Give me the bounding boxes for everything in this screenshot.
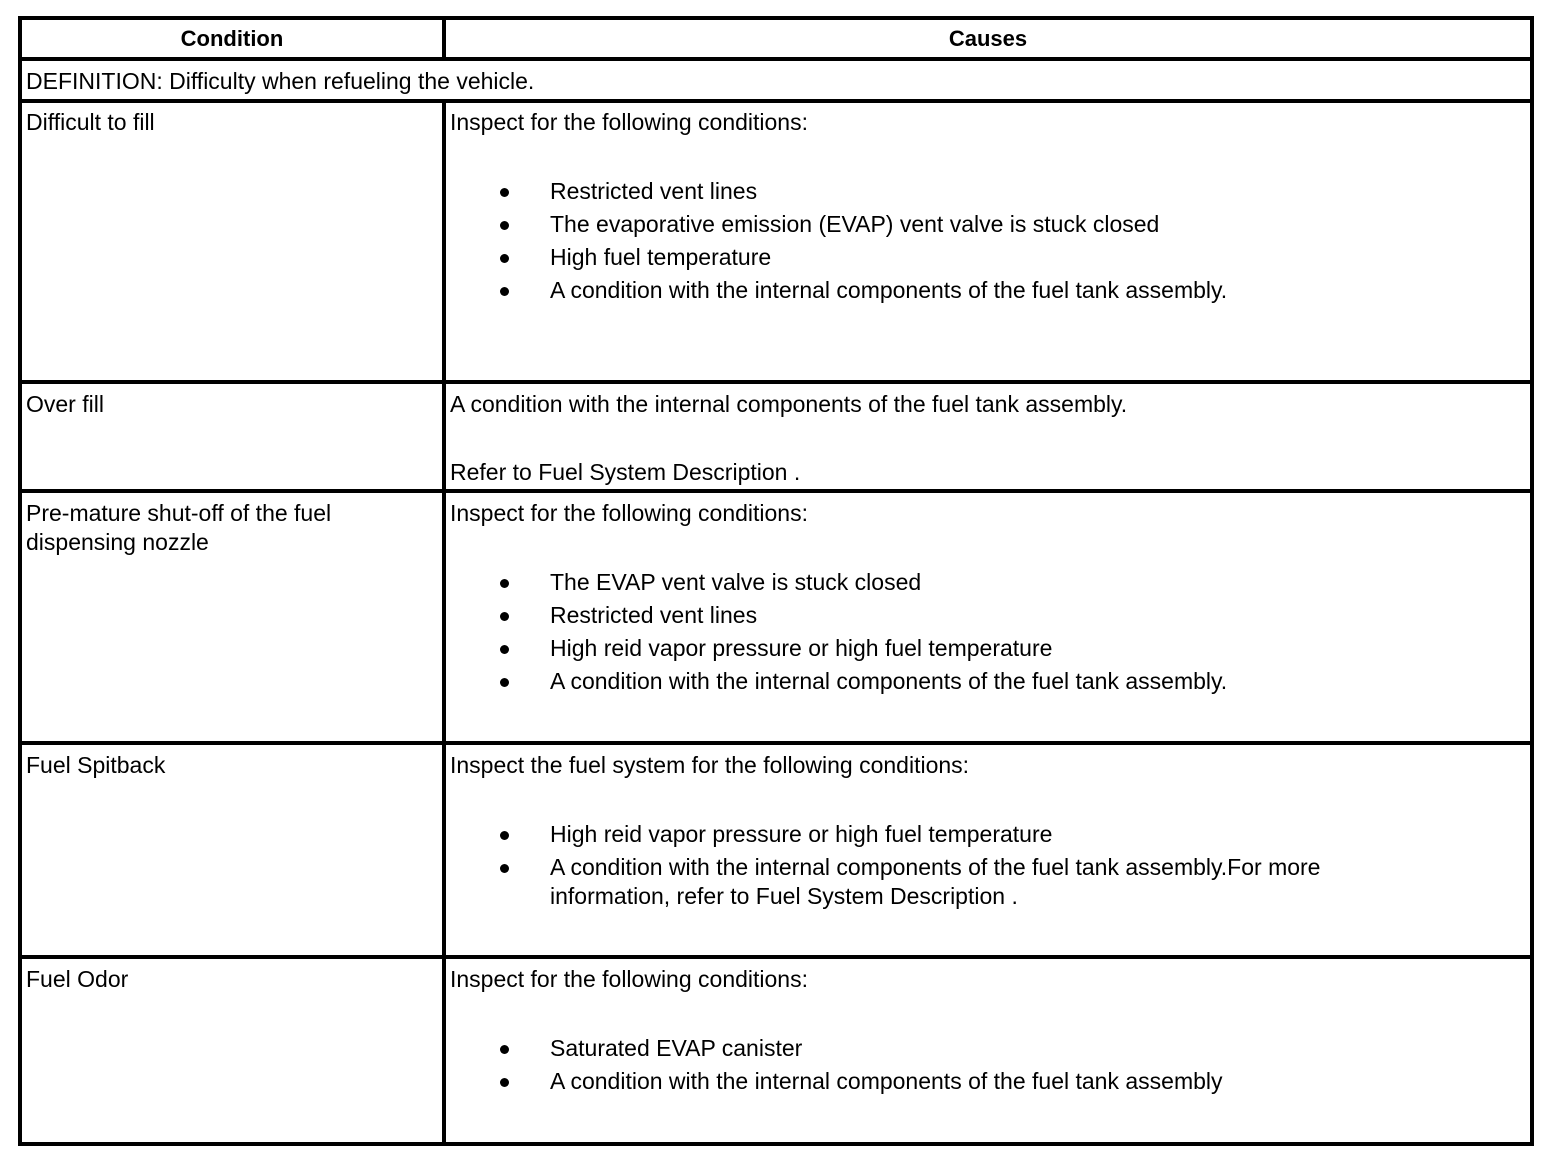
causes-list (450, 820, 1400, 911)
causes-cell (450, 965, 1520, 1100)
causes-intro: Inspect the fuel system for the following conditions: (450, 752, 970, 778)
row-divider (22, 489, 1530, 493)
causes-intro: Inspect for the following conditions: (450, 966, 808, 992)
list-item: Restricted vent lines (450, 601, 1520, 630)
bullet-icon (500, 287, 509, 296)
header-divider (22, 57, 1530, 61)
list-item: Restricted vent lines (450, 177, 1520, 206)
causes-reference: Refer to Fuel System Description . (450, 459, 801, 485)
bullet-icon (500, 645, 509, 654)
list-item: A condition with the internal components of the fuel tank assembly. (450, 667, 1520, 696)
causes-cell (450, 499, 1520, 700)
condition-premature-shutoff: Pre-mature shut-off of the fuel dispensing nozzle (26, 500, 332, 555)
causes-list (450, 1034, 1520, 1096)
condition-fuel-odor: Fuel Odor (26, 966, 129, 992)
bullet-icon (500, 831, 509, 840)
condition-over-fill: Over fill (26, 391, 104, 417)
bullet-icon (500, 678, 509, 687)
causes-cell (450, 108, 1520, 309)
bullet-icon (500, 254, 509, 263)
list-item: High reid vapor pressure or high fuel temperature (450, 820, 1400, 849)
bullet-icon (500, 1078, 509, 1087)
condition-fuel-spitback: Fuel Spitback (26, 752, 166, 778)
header-condition: Condition (180, 26, 284, 51)
causes-cell (450, 751, 1520, 915)
list-item: High reid vapor pressure or high fuel temperature (450, 634, 1520, 663)
diagnostic-table (18, 16, 1534, 1146)
definition-text: DEFINITION: Difficulty when refueling the vehicle. (26, 68, 535, 94)
causes-list (450, 568, 1520, 696)
causes-intro: Inspect for the following conditions: (450, 500, 808, 526)
definition-divider (22, 99, 1530, 103)
causes-cell (450, 390, 1520, 487)
list-item: A condition with the internal components of the fuel tank assembly. (450, 276, 1520, 305)
column-divider (442, 103, 446, 1146)
bullet-icon (500, 188, 509, 197)
causes-list (450, 177, 1520, 305)
bullet-icon (500, 612, 509, 621)
header-causes: Causes (948, 26, 1028, 51)
list-item: A condition with the internal components of the fuel tank assembly (450, 1067, 1520, 1096)
condition-difficult-to-fill: Difficult to fill (26, 109, 155, 135)
row-divider (22, 741, 1530, 745)
bullet-icon (500, 864, 509, 873)
list-item: The EVAP vent valve is stuck closed (450, 568, 1520, 597)
row-divider (22, 955, 1530, 959)
causes-line: A condition with the internal components of the fuel tank assembly. (450, 391, 1128, 417)
list-item: High fuel temperature (450, 243, 1520, 272)
causes-intro: Inspect for the following conditions: (450, 109, 808, 135)
list-item: The evaporative emission (EVAP) vent valve is stuck closed (450, 210, 1520, 239)
bullet-icon (500, 579, 509, 588)
bullet-icon (500, 1045, 509, 1054)
row-divider (22, 380, 1530, 384)
list-item: Saturated EVAP canister (450, 1034, 1520, 1063)
list-item: A condition with the internal components of the fuel tank assembly.For more information, refer to Fuel System Description . (450, 853, 1400, 911)
bullet-icon (500, 221, 509, 230)
